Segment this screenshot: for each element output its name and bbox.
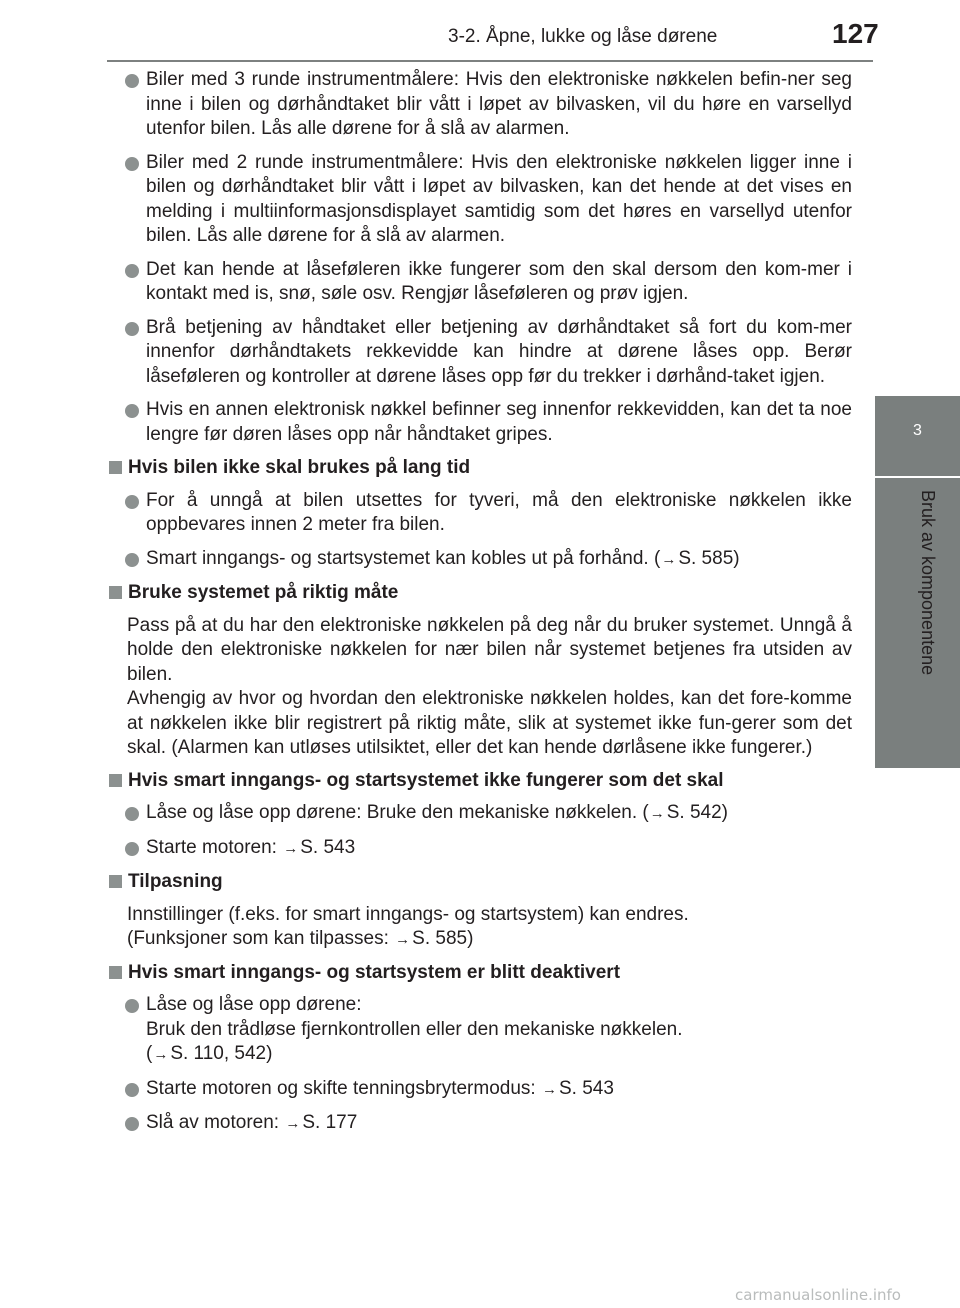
list-item-line [146,1042,852,1068]
page-reference: S. 585) [678,547,740,569]
page-reference: S. 543 [300,836,356,858]
paragraph [107,614,852,688]
page-number: 127 [832,18,879,49]
heading-text: Hvis smart inngangs- og startsystem er blitt deaktivert [128,961,621,983]
list-item [107,801,852,827]
list-item [107,68,852,142]
list-item-text: ( [146,1043,153,1064]
heading-text: Bruke systemet på riktig måte [128,582,399,603]
header-rule [107,60,873,62]
paragraph-text: (Funksjoner som kan tilpasses: [127,928,395,949]
list-item-text: Det kan hende at låseføleren ikke fungerer som den skal dersom den kom-mer i kontakt med is, snø, søle osv. Rengjør låseføleren og prøv igjen. [146,258,852,304]
list-item [107,398,852,447]
list-item [107,489,852,538]
list-item-text: Låse og låse opp dørene: Bruke den mekaniske nøkkelen. ( [146,802,649,823]
chapter-title: Bruk av komponentene [918,490,938,676]
heading-square-icon [109,461,122,474]
bullet-dot-icon [125,264,139,278]
page-reference: S. 585) [412,928,474,949]
bullet-dot-icon [125,1083,139,1097]
chapter-side-tab [875,0,960,1308]
heading-square-icon [109,586,122,599]
bullet-dot-icon [125,495,139,509]
list-item-text: Smart inngangs- og startsystemet kan kobles ut på forhånd. ( [146,547,661,569]
arrow-right-icon: → [649,805,665,822]
arrow-right-icon: → [395,931,411,948]
list-item [107,993,852,1068]
arrow-right-icon: → [541,1080,557,1098]
paragraph-text: Pass på at du har den elektroniske nøkkelen på deg når du bruker systemet. Unngå å holde den elektroniske nøkkelen for nær bilen når systemet betjenes fra utsiden av bilen. [127,614,852,685]
bullet-dot-icon [125,74,139,88]
section-heading-deactivated [107,961,852,986]
bullet-dot-icon [125,553,139,567]
list-item [107,258,852,307]
bullet-dot-icon [125,157,139,171]
arrow-right-icon: → [153,1046,169,1063]
bullet-dot-icon [125,807,139,821]
list-item [107,547,852,573]
section-heading-long-term [107,456,852,481]
page-header [0,0,960,60]
bullet-dot-icon [125,842,139,856]
heading-square-icon [109,966,122,979]
list-item-text: Starte motoren og skifte tenningsbrytermodus: [146,1077,541,1099]
paragraph-text: Avhengig av hvor og hvordan den elektroniske nøkkelen holdes, kan det fore-komme at nøkkelen ikke blir registrert på riktig måte, slik at systemet ikke fun-gerer som det skal. (Alarmen kan utløses utilsiktet, eller det kan hende dørlåsene ikke fungerer.) [127,688,852,758]
paragraph-line [127,927,852,953]
arrow-right-icon: → [285,1115,301,1132]
list-item [107,1111,852,1137]
page-reference: S. 177 [302,1112,358,1133]
watermark: carmanualsonline.info [735,1286,901,1304]
heading-text: Tilpasning [128,871,223,892]
list-item-text: Biler med 2 runde instrumentmålere: Hvis den elektroniske nøkkelen ligger inne i bilen og dørhåndtaket blir vått i løpet av bilvasken, kan det hende at det vises en melding i multiinformasjonsdisplayet samtidig som det høres en varsellyd utenfor bilen. Lås alle dørene for å slå av alarmen. [146,151,852,246]
heading-text: Hvis smart inngangs- og startsystemet ikke fungerer som det skal [128,769,724,791]
list-item-text: Biler med 3 runde instrumentmålere: Hvis den elektroniske nøkkelen befin-ner seg inne i bilen og dørhåndtaket blir vått i løpet av bilvasken, vil du høre en varsellyd utenfor bilen. Lås alle dørene for å slå av alarmen. [146,69,852,139]
bullet-dot-icon [125,999,139,1013]
page-content [107,68,852,1146]
list-item [107,1077,852,1103]
bullet-dot-icon [125,404,139,418]
heading-text: Hvis bilen ikke skal brukes på lang tid [128,457,471,478]
bullet-dot-icon [125,322,139,336]
list-item-text: For å unngå at bilen utsettes for tyveri, må den elektroniske nøkkelen ikke oppbevares innen 2 meter fra bilen. [146,489,852,535]
page-reference: S. 110, 542) [170,1043,273,1064]
arrow-right-icon: → [283,839,299,857]
section-heading-not-working [107,769,852,794]
heading-square-icon [109,875,122,888]
list-item-text: Brå betjening av håndtaket eller betjening av dørhåndtaket så fort du kom-mer innenfor dørhåndtakets rekkevidde kan hindre at dørene låses opp. Berør låseføleren og kontroller at dørene låses opp før du trekker i dørhånd-taket igjen. [146,316,852,387]
chapter-number: 3 [913,422,922,439]
section-title: 3-2. Åpne, lukke og låse dørene [448,26,718,47]
list-item [107,836,852,862]
section-heading-customization [107,870,852,895]
paragraph-line: Innstillinger (f.eks. for smart inngangs- og startsystem) kan endres. [127,903,689,925]
list-item-text: Hvis en annen elektronisk nøkkel befinner seg innenfor rekkevidden, kan det ta noe lengre før døren låses opp når håndtaket gripes. [146,399,852,445]
list-item-line: Bruk den trådløse fjernkontrollen eller den mekaniske nøkkelen. [146,1018,683,1040]
list-item-text: Starte motoren: [146,836,283,858]
list-item-text: Slå av motoren: [146,1112,285,1133]
paragraph [107,687,852,761]
arrow-right-icon: → [661,550,677,568]
section-heading-correct-use [107,581,852,606]
list-item [107,151,852,249]
chapter-number-box [875,396,960,476]
heading-square-icon [109,774,122,787]
list-item-line: Låse og låse opp dørene: [146,994,362,1015]
paragraph [107,903,852,953]
chapter-title-box [875,478,960,768]
page-reference: S. 542) [666,802,728,823]
bullet-dot-icon [125,1117,139,1131]
page-reference: S. 543 [558,1077,614,1099]
list-item [107,316,852,390]
